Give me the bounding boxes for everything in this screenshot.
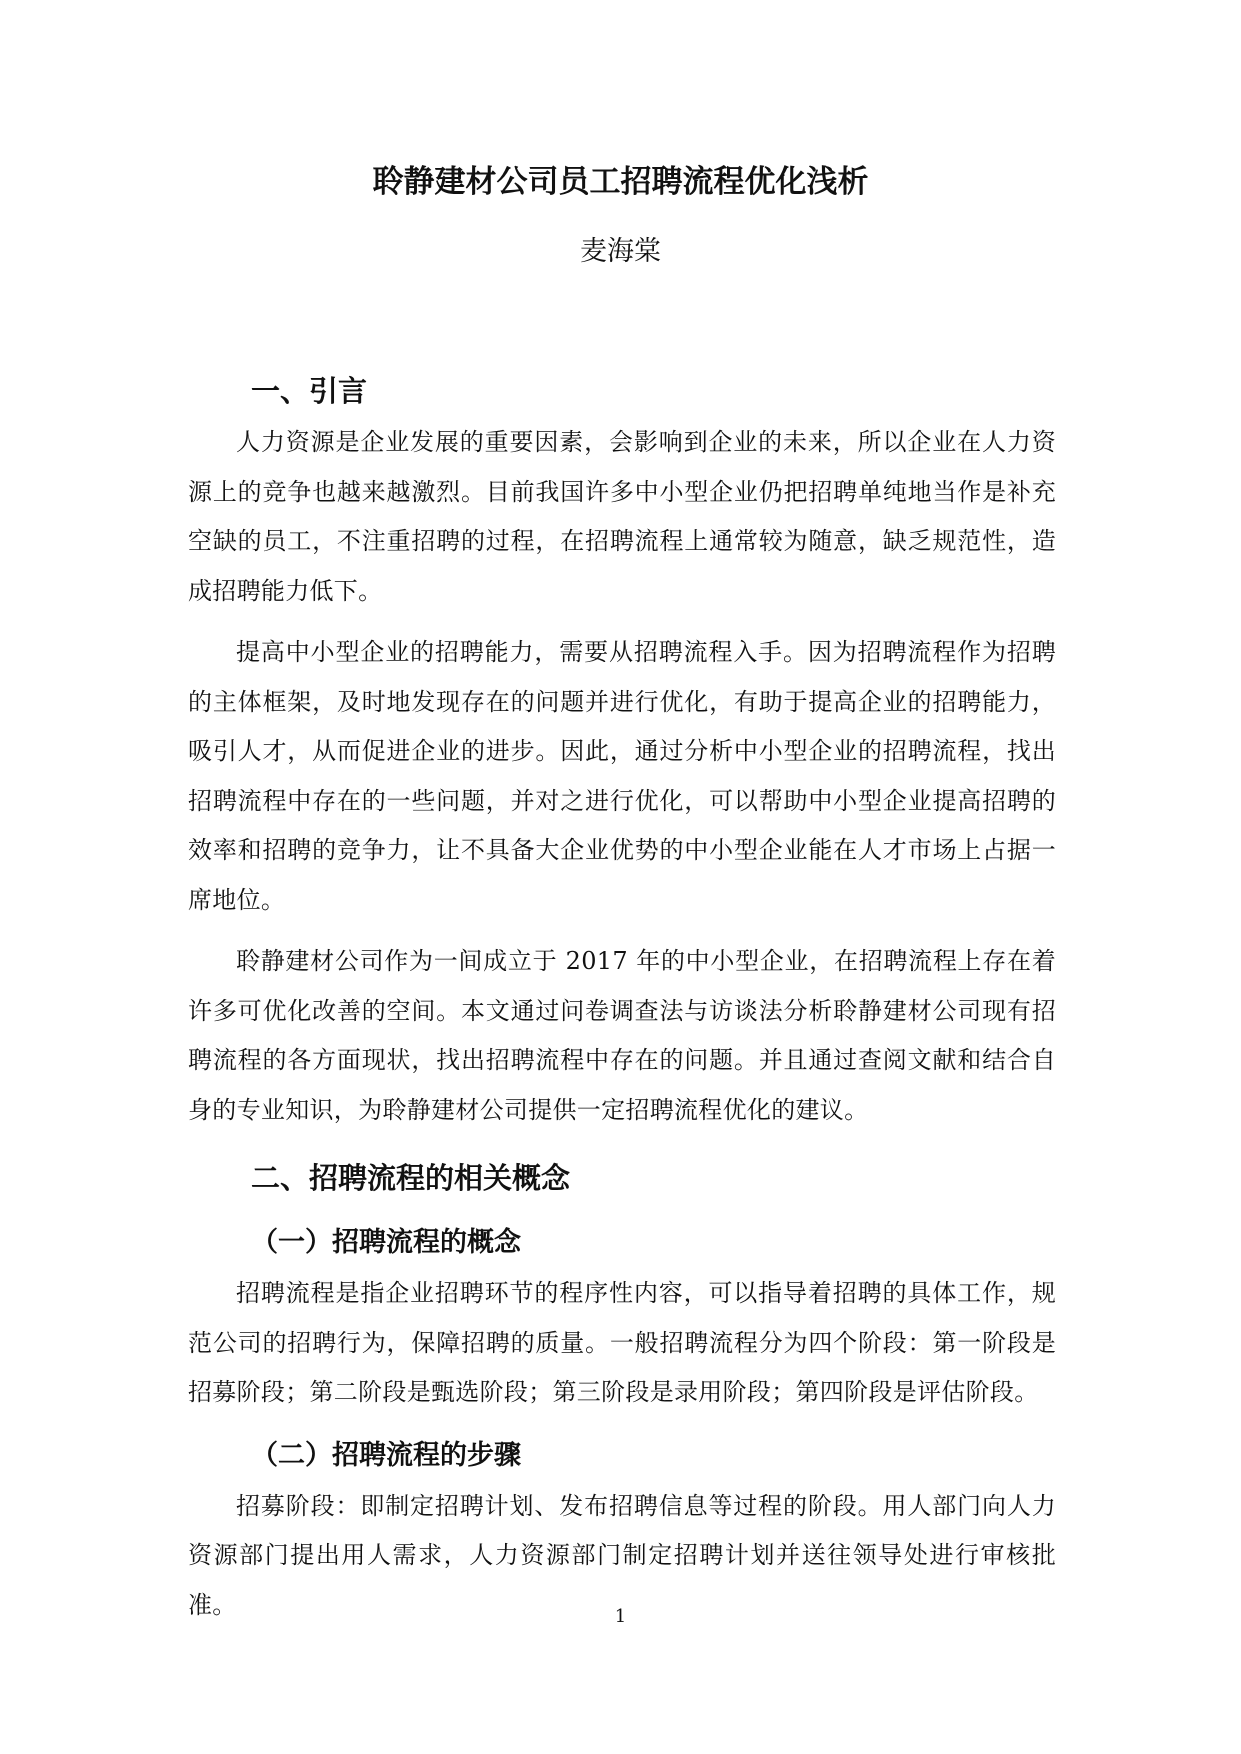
- paragraph: 聆静建材公司作为一间成立于 2017 年的中小型企业，在招聘流程上存在着许多可优化改善的空间。本文通过问卷调查法与访谈法分析聆静建材公司现有招聘流程的各方面现状，找出招聘流程中存在的问题。并且通过查阅文献和结合自身的专业知识，为聆静建材公司提供一定招聘流程优化的建议。: [188, 947, 1056, 1124]
- subsection-heading-steps: （二）招聘流程的步骤: [251, 1439, 521, 1471]
- paragraph: 提高中小型企业的招聘能力，需要从招聘流程入手。因为招聘流程作为招聘的主体框架，及时地发现存在的问题并进行优化，有助于提高企业的招聘能力，吸引人才，从而促进企业的进步。因此，通过分析中小型企业的招聘流程，找出招聘流程中存在的一些问题，并对之进行优化，可以帮助中小型企业提高招聘的效率和招聘的竞争力，让不具备大企业优势的中小型企业能在人才市场上占据一席地位。: [188, 638, 1056, 914]
- page-number: 1: [614, 1606, 627, 1627]
- paragraph: 人力资源是企业发展的重要因素，会影响到企业的未来，所以企业在人力资源上的竞争也越来越激烈。目前我国许多中小型企业仍把招聘单纯地当作是补充空缺的员工，不注重招聘的过程，在招聘流程上通常较为随意，缺乏规范性，造成招聘能力低下。: [188, 428, 1056, 605]
- document-body: [188, 364, 1056, 1630]
- section-heading-concepts: 二、招聘流程的相关概念: [251, 1161, 571, 1195]
- subsection-heading-concept: （一）招聘流程的概念: [251, 1227, 521, 1258]
- section-heading-introduction: 一、引言: [251, 374, 368, 408]
- paragraph: 招聘流程是指企业招聘环节的程序性内容，可以指导着招聘的具体工作，规范公司的招聘行为，保障招聘的质量。一般招聘流程分为四个阶段：第一阶段是招募阶段；第二阶段是甄选阶段；第三阶段是录用阶段；第四阶段是评估阶段。: [188, 1279, 1056, 1406]
- paragraph: 招募阶段：即制定招聘计划、发布招聘信息等过程的阶段。用人部门向人力资源部门提出用人需求，人力资源部门制定招聘计划并送往领导处进行审核批准。: [188, 1491, 1056, 1619]
- document-title: 聆静建材公司员工招聘流程优化浅析: [372, 164, 869, 200]
- author-name: 麦海棠: [580, 236, 661, 267]
